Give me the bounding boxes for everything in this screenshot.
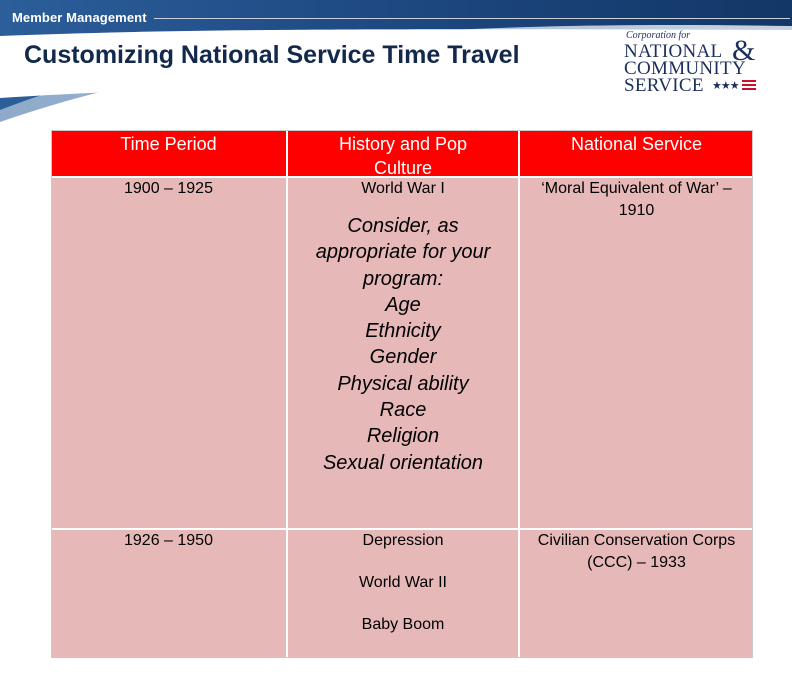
period-text: 1900 – 1925	[124, 180, 213, 197]
column-header-label: Time Period	[120, 134, 217, 154]
column-header-national-service	[520, 130, 753, 176]
note-item-gender: Gender	[369, 346, 437, 369]
logo-line-service: SERVICE	[624, 75, 704, 96]
table-cell-history	[288, 178, 518, 528]
slide-title: Customizing National Service Time Travel	[24, 41, 520, 69]
note-item-age: Age	[385, 293, 421, 316]
note-intro-line: Consider, as	[347, 215, 459, 237]
table-cell-service	[520, 178, 753, 528]
table-cell-history	[288, 530, 518, 658]
note-intro-line: appropriate for your	[315, 241, 491, 264]
considerations-note	[288, 213, 518, 476]
period-text: 1926 – 1950	[124, 532, 213, 549]
logo-ampersand: &	[732, 34, 756, 67]
section-label: Member Management	[12, 10, 147, 25]
flag-icon	[742, 80, 756, 92]
cncs-logo	[624, 30, 764, 100]
column-header-label: History and Pop Culture	[338, 134, 468, 178]
history-text: World War I	[361, 180, 445, 197]
table-cell-period	[51, 530, 286, 658]
column-header-label: National Service	[570, 134, 703, 154]
table-cell-period	[51, 178, 286, 528]
history-item-baby-boom: Baby Boom	[361, 616, 445, 633]
column-header-time-period	[51, 130, 286, 176]
history-item-depression: Depression	[362, 532, 444, 549]
header-banner	[0, 0, 792, 128]
section-divider	[154, 18, 790, 19]
history-item-wwii: World War II	[358, 574, 447, 591]
note-item-sexual-orientation: Sexual orientation	[322, 451, 484, 474]
logo-small-text: Corporation for	[626, 30, 691, 41]
note-item-physical-ability: Physical ability	[337, 372, 469, 395]
service-text: Civilian Conservation Corps (CCC) – 1933	[537, 532, 736, 571]
table-cell-service	[520, 530, 753, 658]
time-travel-table	[51, 130, 753, 658]
note-item-religion: Religion	[366, 425, 440, 448]
logo-line-community: COMMUNITY	[624, 58, 746, 79]
stars-icon: ★★★	[712, 80, 739, 92]
logo-line-national: NATIONAL	[624, 41, 723, 62]
column-header-history	[288, 130, 518, 176]
note-item-ethnicity: Ethnicity	[365, 320, 441, 343]
note-intro-line: program:	[362, 267, 444, 290]
note-item-race: Race	[379, 399, 427, 422]
service-text: ‘Moral Equivalent of War’ – 1910	[541, 180, 732, 219]
